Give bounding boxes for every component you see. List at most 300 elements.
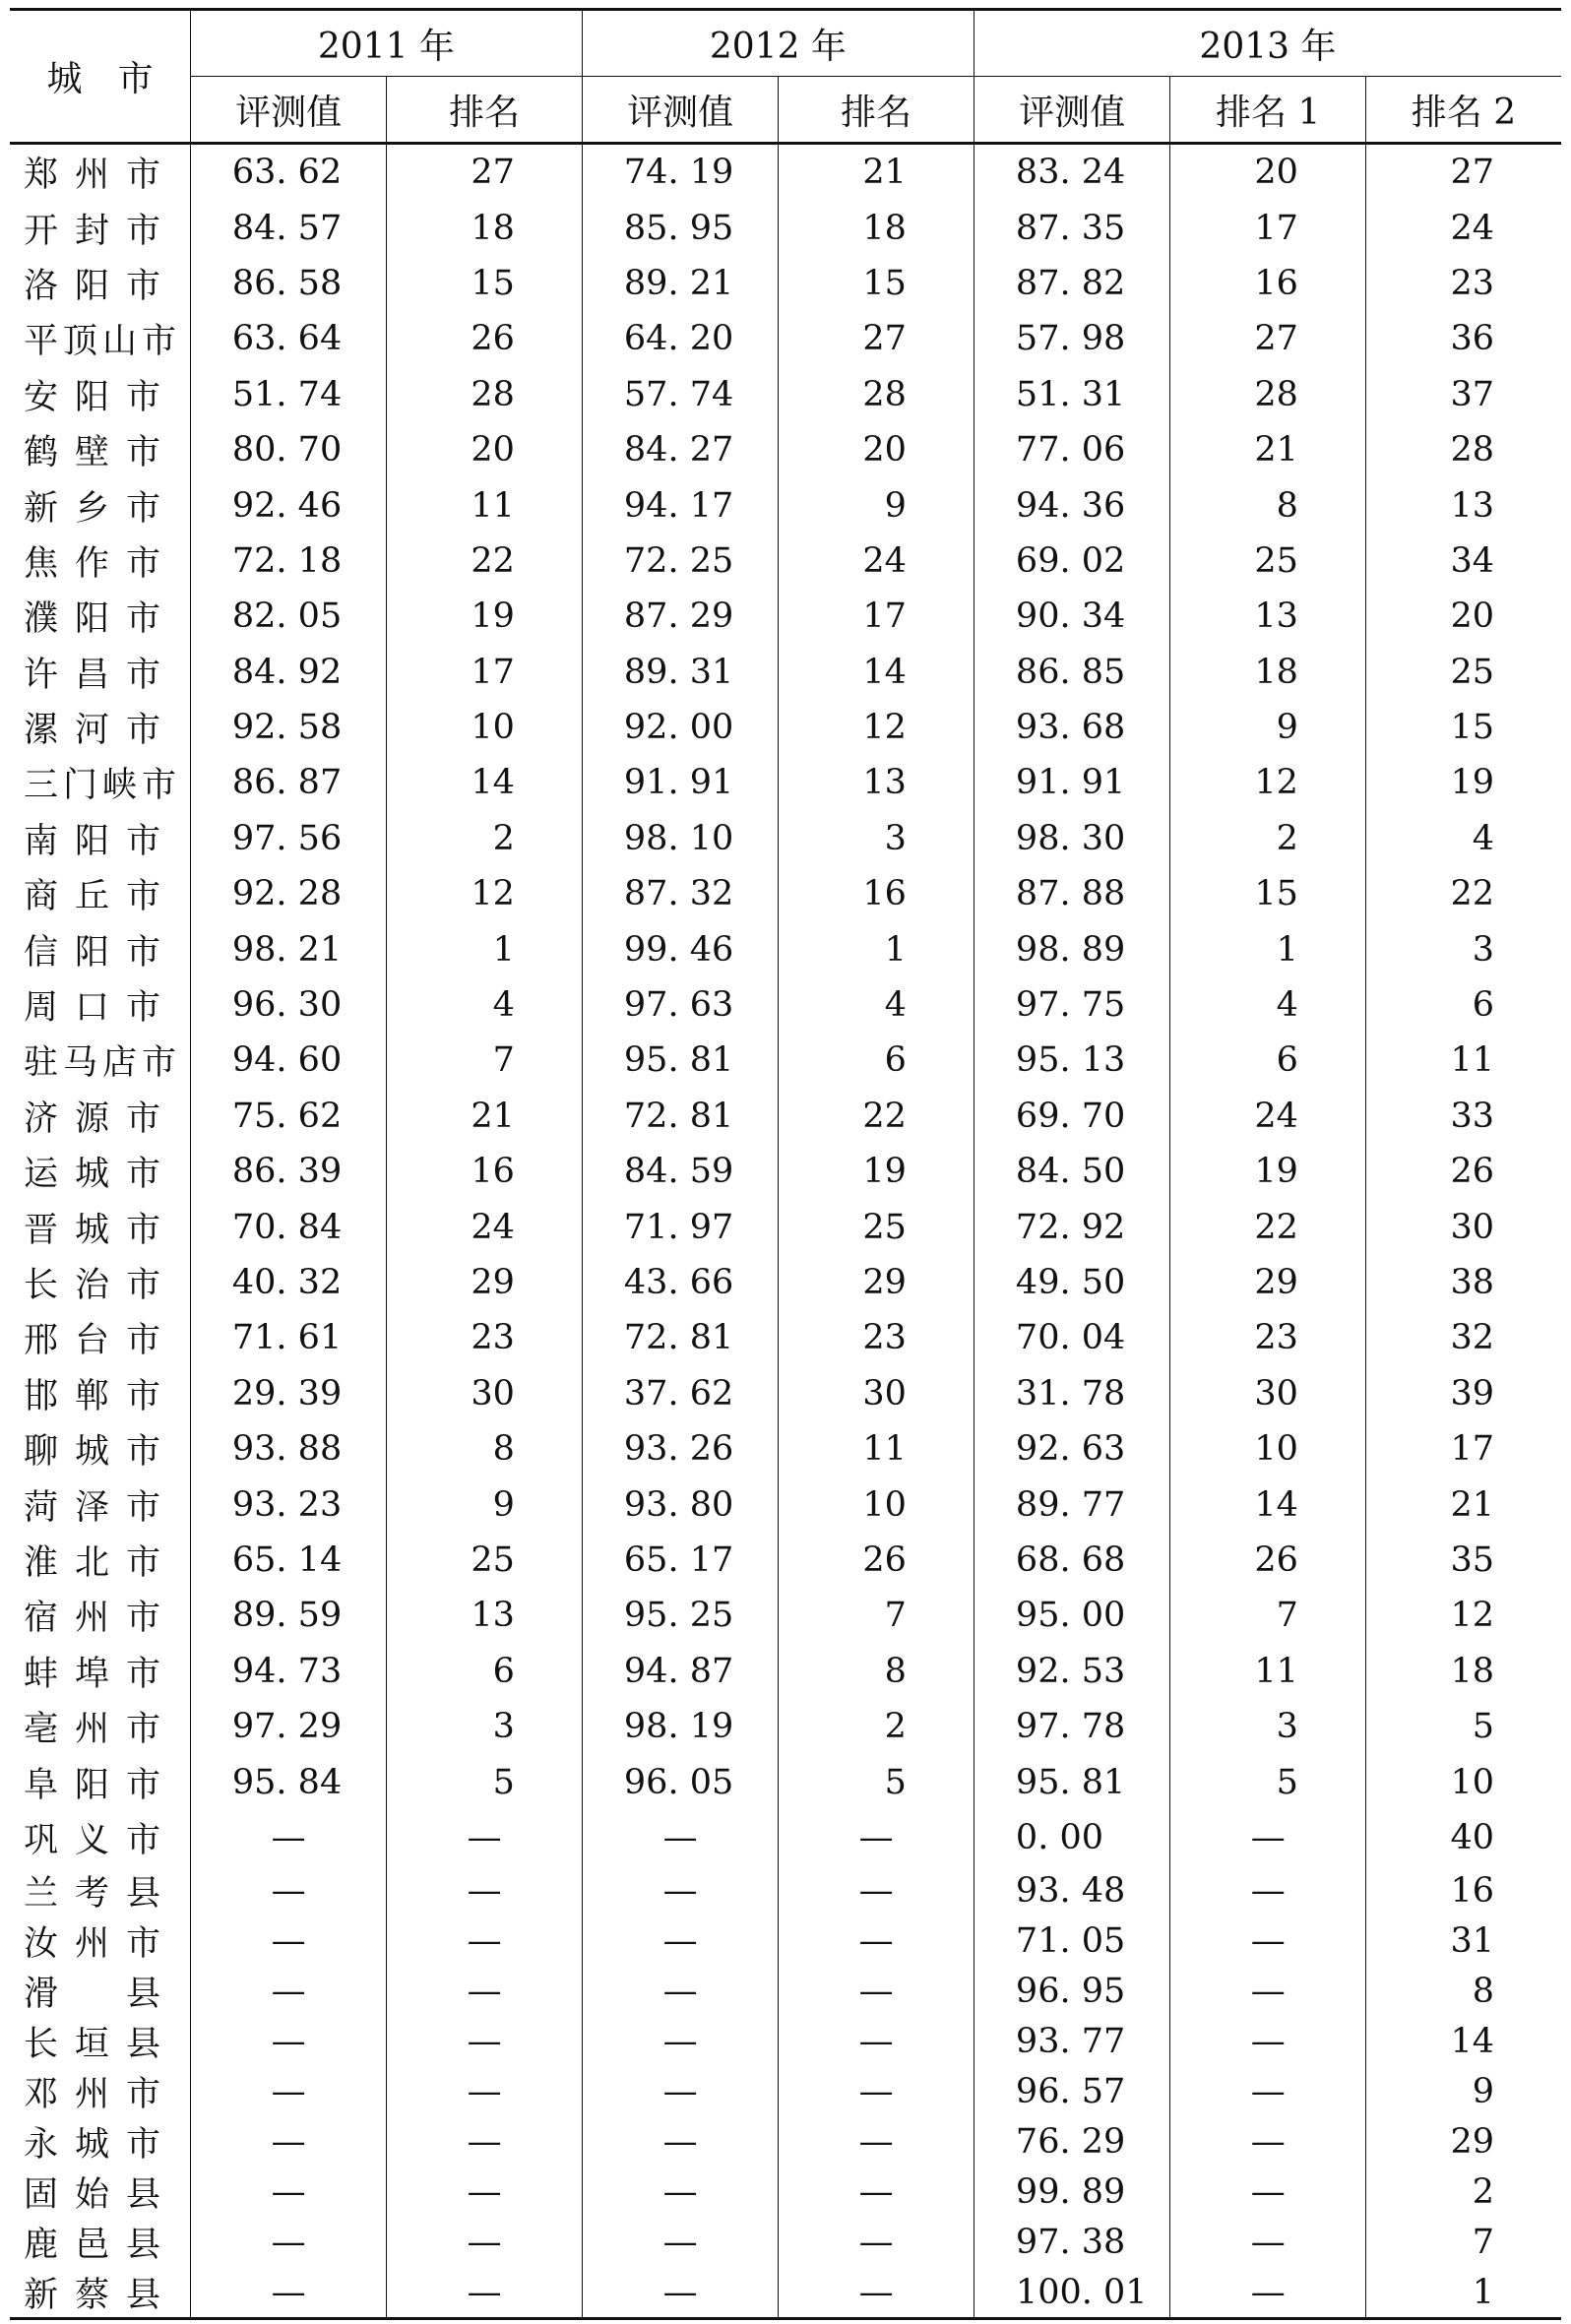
- city-name-char: 蚌: [24, 1654, 59, 1694]
- table-body: [10, 144, 1561, 2319]
- city-name-char: 淮: [24, 1542, 59, 1583]
- value-2013-cell: 69. 02: [974, 534, 1170, 589]
- rank-2011-cell: —: [387, 1865, 583, 1916]
- rank-2012-cell: 6: [779, 1033, 974, 1088]
- value-2012-cell: —: [582, 1865, 779, 1916]
- city-name-char: 菏: [24, 1487, 59, 1528]
- city-name-char: 始: [75, 2174, 110, 2215]
- city-name-char: 汝: [24, 1923, 59, 1964]
- value-2012-cell: 72. 81: [582, 1089, 779, 1144]
- rank-2011-cell: —: [387, 2167, 583, 2217]
- value-2011-cell: —: [190, 2116, 387, 2167]
- rank-2012-cell: 9: [779, 477, 974, 533]
- rank1-2013-cell: 25: [1170, 534, 1366, 589]
- rank-2011-cell: 18: [387, 200, 583, 255]
- rank2-2013-cell: 30: [1365, 1199, 1561, 1254]
- table-row: [10, 1966, 1561, 2016]
- value-2013-cell: 86. 85: [974, 645, 1170, 700]
- rank2-2013-cell: 35: [1365, 1533, 1561, 1588]
- value-2011-cell: 86. 39: [190, 1144, 387, 1199]
- value-2012-cell: 87. 32: [582, 866, 779, 921]
- city-name-char: 滑: [24, 1974, 59, 2014]
- rank1-2013-cell: 24: [1170, 1089, 1366, 1144]
- table-row: [10, 1754, 1561, 1809]
- header-2013-value: 评测值: [974, 77, 1170, 144]
- table-row: [10, 144, 1561, 201]
- rank-2012-cell: 14: [779, 645, 974, 700]
- rank-2012-cell: 25: [779, 1199, 974, 1254]
- rank2-2013-cell: 22: [1365, 866, 1561, 921]
- rank1-2013-cell: 23: [1170, 1310, 1366, 1365]
- rank1-2013-cell: 4: [1170, 977, 1366, 1033]
- value-2013-cell: 57. 98: [974, 311, 1170, 366]
- city-name-cell: [10, 2217, 190, 2267]
- table-row: [10, 1089, 1561, 1144]
- city-name-cell: [10, 1255, 190, 1310]
- table-row: [10, 977, 1561, 1033]
- value-2012-cell: 37. 62: [582, 1366, 779, 1421]
- city-name-char: 郸: [75, 1376, 110, 1416]
- value-2011-cell: —: [190, 1810, 387, 1865]
- city-name-cell: [10, 2066, 190, 2116]
- value-2012-cell: —: [582, 2267, 779, 2319]
- rank2-2013-cell: 19: [1365, 755, 1561, 810]
- value-2011-cell: —: [190, 1865, 387, 1916]
- value-2012-cell: 65. 17: [582, 1533, 779, 1588]
- city-name-char: 城: [75, 2124, 110, 2165]
- city-name-cell: [10, 2016, 190, 2066]
- table-row: [10, 1366, 1561, 1421]
- rank1-2013-cell: 14: [1170, 1476, 1366, 1532]
- table-row: [10, 2066, 1561, 2116]
- value-2013-cell: 99. 89: [974, 2167, 1170, 2217]
- rank-2012-cell: 18: [779, 200, 974, 255]
- city-name-char: 市: [126, 988, 161, 1029]
- city-name-char: 市: [126, 655, 161, 695]
- rank1-2013-cell: —: [1170, 2167, 1366, 2217]
- rank1-2013-cell: 9: [1170, 700, 1366, 755]
- value-2011-cell: 71. 61: [190, 1310, 387, 1365]
- city-name-char: 州: [75, 156, 110, 196]
- city-name-cell: [10, 921, 190, 976]
- table-row: [10, 200, 1561, 255]
- city-name-cell: [10, 256, 190, 311]
- city-name-char: 阳: [75, 932, 110, 973]
- rank2-2013-cell: 10: [1365, 1754, 1561, 1809]
- city-name-cell: [10, 200, 190, 255]
- city-name-cell: [10, 645, 190, 700]
- value-2013-cell: 100. 01: [974, 2267, 1170, 2319]
- rank2-2013-cell: 25: [1365, 645, 1561, 700]
- city-name-char: 市: [126, 711, 161, 751]
- rank-2011-cell: —: [387, 1810, 583, 1865]
- value-2013-cell: 68. 68: [974, 1533, 1170, 1588]
- city-name-char: 州: [75, 1923, 110, 1964]
- value-2011-cell: 40. 32: [190, 1255, 387, 1310]
- rank-2011-cell: 13: [387, 1588, 583, 1643]
- rank-2011-cell: 22: [387, 534, 583, 589]
- rank-2011-cell: 4: [387, 977, 583, 1033]
- rank-2011-cell: 29: [387, 1255, 583, 1310]
- rank2-2013-cell: 38: [1365, 1255, 1561, 1310]
- year-2012-header: 2012 年: [582, 10, 974, 77]
- value-2012-cell: 43. 66: [582, 1255, 779, 1310]
- value-2013-cell: 87. 82: [974, 256, 1170, 311]
- city-column-header: 城 市: [10, 10, 190, 144]
- rank2-2013-cell: 34: [1365, 534, 1561, 589]
- city-name-char: 马: [63, 1043, 98, 1084]
- city-name-char: 焦: [24, 543, 59, 584]
- value-2012-cell: —: [582, 2116, 779, 2167]
- city-name-cell: [10, 422, 190, 477]
- city-name-char: 聊: [24, 1432, 59, 1473]
- value-2013-cell: 77. 06: [974, 422, 1170, 477]
- rank1-2013-cell: 21: [1170, 422, 1366, 477]
- rank-2012-cell: 4: [779, 977, 974, 1033]
- rank1-2013-cell: —: [1170, 2267, 1366, 2319]
- rank-2012-cell: 1: [779, 921, 974, 976]
- city-name-char: 县: [126, 2225, 161, 2265]
- city-name-cell: [10, 311, 190, 366]
- rank-2012-cell: 17: [779, 589, 974, 644]
- city-name-char: 蔡: [75, 2275, 110, 2315]
- rank-2012-cell: —: [779, 2016, 974, 2066]
- value-2011-cell: 92. 28: [190, 866, 387, 921]
- value-2011-cell: 82. 05: [190, 589, 387, 644]
- value-2011-cell: 93. 88: [190, 1421, 387, 1476]
- city-name-char: 市: [126, 1542, 161, 1583]
- city-name-cell: [10, 977, 190, 1033]
- city-name-char: 治: [75, 1266, 110, 1305]
- value-2011-cell: 86. 87: [190, 755, 387, 810]
- rank1-2013-cell: 10: [1170, 1421, 1366, 1476]
- table-row: [10, 755, 1561, 810]
- city-name-cell: [10, 144, 190, 201]
- value-2013-cell: 95. 00: [974, 1588, 1170, 1643]
- rank-2012-cell: 8: [779, 1644, 974, 1699]
- rank2-2013-cell: 39: [1365, 1366, 1561, 1421]
- city-name-cell: [10, 1144, 190, 1199]
- value-2011-cell: —: [190, 2267, 387, 2319]
- value-2013-cell: 71. 05: [974, 1916, 1170, 1966]
- city-name-char: 市: [126, 932, 161, 973]
- rank-2011-cell: 27: [387, 144, 583, 201]
- value-2013-cell: 95. 13: [974, 1033, 1170, 1088]
- value-2013-cell: 84. 50: [974, 1144, 1170, 1199]
- rank1-2013-cell: —: [1170, 2016, 1366, 2066]
- rank-2012-cell: 5: [779, 1754, 974, 1809]
- city-name-char: 市: [126, 1654, 161, 1694]
- value-2013-cell: 89. 77: [974, 1476, 1170, 1532]
- value-2011-cell: 95. 84: [190, 1754, 387, 1809]
- city-name-cell: [10, 367, 190, 422]
- rank-2012-cell: 19: [779, 1144, 974, 1199]
- city-name-char: 泽: [75, 1487, 110, 1528]
- table-row: [10, 2167, 1561, 2217]
- city-name-cell: [10, 1916, 190, 1966]
- value-2012-cell: 95. 25: [582, 1588, 779, 1643]
- value-2012-cell: 94. 87: [582, 1644, 779, 1699]
- rank1-2013-cell: —: [1170, 1865, 1366, 1916]
- rank-2012-cell: 15: [779, 256, 974, 311]
- table-row: [10, 2116, 1561, 2167]
- value-2011-cell: 94. 73: [190, 1644, 387, 1699]
- city-name-cell: [10, 1699, 190, 1754]
- city-name-char: 市: [126, 1266, 161, 1305]
- city-name-char: 平: [24, 322, 59, 362]
- table-row: [10, 367, 1561, 422]
- city-name-char: 市: [142, 766, 177, 806]
- rank-2012-cell: 2: [779, 1699, 974, 1754]
- city-name-char: 乡: [75, 488, 110, 529]
- city-name-char: 市: [126, 1710, 161, 1750]
- table-row: [10, 1699, 1561, 1754]
- value-2012-cell: 95. 81: [582, 1033, 779, 1088]
- rank2-2013-cell: 28: [1365, 422, 1561, 477]
- table-row: [10, 1421, 1561, 1476]
- city-name-char: 濮: [24, 599, 59, 640]
- rank-2011-cell: 7: [387, 1033, 583, 1088]
- rank2-2013-cell: 29: [1365, 2116, 1561, 2167]
- value-2012-cell: 64. 20: [582, 311, 779, 366]
- city-name-char: 市: [126, 1923, 161, 1964]
- table-row: [10, 1255, 1561, 1310]
- value-2012-cell: 97. 63: [582, 977, 779, 1033]
- value-2011-cell: —: [190, 2217, 387, 2267]
- rank2-2013-cell: 16: [1365, 1865, 1561, 1916]
- value-2013-cell: 93. 48: [974, 1865, 1170, 1916]
- rank-2012-cell: —: [779, 2217, 974, 2267]
- rank-2011-cell: —: [387, 2116, 583, 2167]
- rank-2011-cell: 14: [387, 755, 583, 810]
- value-2013-cell: 51. 31: [974, 367, 1170, 422]
- value-2013-cell: 97. 75: [974, 977, 1170, 1033]
- rank-2011-cell: 23: [387, 1310, 583, 1365]
- city-name-char: 安: [24, 377, 59, 417]
- value-2012-cell: 85. 95: [582, 200, 779, 255]
- city-name-char: 三: [24, 766, 59, 806]
- city-name-char: 新: [24, 2275, 59, 2315]
- table-row: [10, 1810, 1561, 1865]
- value-2012-cell: 71. 97: [582, 1199, 779, 1254]
- city-name-char: 市: [126, 1155, 161, 1195]
- value-2013-cell: 96. 95: [974, 1966, 1170, 2016]
- value-2011-cell: 92. 46: [190, 477, 387, 533]
- value-2011-cell: 70. 84: [190, 1199, 387, 1254]
- table-row: [10, 2217, 1561, 2267]
- rank-2012-cell: —: [779, 1966, 974, 2016]
- city-name-cell: [10, 1966, 190, 2016]
- city-name-char: 市: [126, 1432, 161, 1473]
- city-name-cell: [10, 2267, 190, 2319]
- rank1-2013-cell: 7: [1170, 1588, 1366, 1643]
- city-name-char: 县: [126, 2275, 161, 2315]
- rank-2012-cell: —: [779, 2116, 974, 2167]
- value-2013-cell: 96. 57: [974, 2066, 1170, 2116]
- city-name-char: 阳: [75, 599, 110, 640]
- value-2011-cell: 72. 18: [190, 534, 387, 589]
- city-name-char: 台: [75, 1321, 110, 1361]
- rank2-2013-cell: 20: [1365, 589, 1561, 644]
- rank-2012-cell: 22: [779, 1089, 974, 1144]
- city-name-cell: [10, 1588, 190, 1643]
- value-2013-cell: 92. 53: [974, 1644, 1170, 1699]
- rank-2012-cell: —: [779, 1865, 974, 1916]
- city-name-cell: [10, 534, 190, 589]
- rank-2011-cell: —: [387, 2267, 583, 2319]
- rank-2011-cell: 10: [387, 700, 583, 755]
- header-2013-rank1: 排名 1: [1170, 77, 1366, 144]
- table-row: [10, 2016, 1561, 2066]
- city-name-char: 州: [75, 1599, 110, 1639]
- rank-2011-cell: 9: [387, 1476, 583, 1532]
- value-2011-cell: 63. 64: [190, 311, 387, 366]
- city-name-char: 市: [126, 821, 161, 861]
- city-name-char: 阳: [75, 821, 110, 861]
- city-name-cell: [10, 700, 190, 755]
- rank-2012-cell: 10: [779, 1476, 974, 1532]
- rank2-2013-cell: 40: [1365, 1810, 1561, 1865]
- rank2-2013-cell: 27: [1365, 144, 1561, 201]
- city-name-char: 县: [126, 1873, 161, 1914]
- city-name-char: 邑: [75, 2225, 110, 2265]
- rank-2011-cell: 3: [387, 1699, 583, 1754]
- value-2011-cell: —: [190, 2066, 387, 2116]
- value-2012-cell: —: [582, 1916, 779, 1966]
- city-name-char: 市: [126, 1321, 161, 1361]
- city-name-cell: [10, 1089, 190, 1144]
- year-2013-header: 2013 年: [974, 10, 1561, 77]
- rank-2011-cell: 30: [387, 1366, 583, 1421]
- value-2013-cell: 98. 89: [974, 921, 1170, 976]
- rank2-2013-cell: 4: [1365, 811, 1561, 866]
- value-2011-cell: —: [190, 1966, 387, 2016]
- value-2011-cell: 96. 30: [190, 977, 387, 1033]
- rank-2012-cell: —: [779, 1916, 974, 1966]
- city-name-cell: [10, 1033, 190, 1088]
- rank-2011-cell: 19: [387, 589, 583, 644]
- value-2011-cell: 84. 92: [190, 645, 387, 700]
- city-name-cell: [10, 477, 190, 533]
- value-2012-cell: 98. 10: [582, 811, 779, 866]
- city-name-char: 城: [75, 1432, 110, 1473]
- rank-2011-cell: —: [387, 1966, 583, 2016]
- table-header: [10, 10, 1561, 144]
- city-name-cell: [10, 1810, 190, 1865]
- city-name-char: 市: [126, 2124, 161, 2165]
- value-2013-cell: 90. 34: [974, 589, 1170, 644]
- value-2013-cell: 97. 38: [974, 2217, 1170, 2267]
- table-container: [10, 8, 1561, 2320]
- rank-2012-cell: —: [779, 1810, 974, 1865]
- rank2-2013-cell: 18: [1365, 1644, 1561, 1699]
- value-2012-cell: 87. 29: [582, 589, 779, 644]
- city-name-cell: [10, 1476, 190, 1532]
- rank-2011-cell: —: [387, 2066, 583, 2116]
- rank-2011-cell: 1: [387, 921, 583, 976]
- city-name-char: 亳: [24, 1710, 59, 1750]
- city-name-char: 市: [126, 1210, 161, 1250]
- table-row: [10, 921, 1561, 976]
- city-name-char: 周: [24, 988, 59, 1029]
- rank-2011-cell: 28: [387, 367, 583, 422]
- rank-2011-cell: —: [387, 1916, 583, 1966]
- city-name-char: 兰: [24, 1873, 59, 1914]
- rank-2011-cell: 11: [387, 477, 583, 533]
- value-2013-cell: 94. 36: [974, 477, 1170, 533]
- rank2-2013-cell: 5: [1365, 1699, 1561, 1754]
- city-name-char: 阜: [24, 1765, 59, 1805]
- rank1-2013-cell: 20: [1170, 144, 1366, 201]
- rank2-2013-cell: 9: [1365, 2066, 1561, 2116]
- value-2011-cell: —: [190, 1916, 387, 1966]
- city-name-char: 市: [126, 2074, 161, 2114]
- table-row: [10, 256, 1561, 311]
- city-name-char: 河: [75, 711, 110, 751]
- value-2013-cell: 97. 78: [974, 1699, 1170, 1754]
- city-name-cell: [10, 589, 190, 644]
- rank-2012-cell: 23: [779, 1310, 974, 1365]
- city-name-char: 市: [126, 433, 161, 473]
- rank1-2013-cell: 3: [1170, 1699, 1366, 1754]
- city-name-char: 壁: [75, 433, 110, 473]
- value-2013-cell: 93. 77: [974, 2016, 1170, 2066]
- rank1-2013-cell: 30: [1170, 1366, 1366, 1421]
- rank1-2013-cell: 5: [1170, 1754, 1366, 1809]
- rank-2012-cell: 21: [779, 144, 974, 201]
- rank1-2013-cell: 16: [1170, 256, 1366, 311]
- rank-2012-cell: 12: [779, 700, 974, 755]
- city-name-cell: [10, 1421, 190, 1476]
- city-name-char: 市: [126, 211, 161, 251]
- value-2012-cell: —: [582, 2167, 779, 2217]
- value-2012-cell: 84. 59: [582, 1144, 779, 1199]
- rank1-2013-cell: —: [1170, 1916, 1366, 1966]
- rank-2012-cell: —: [779, 2066, 974, 2116]
- rank-2011-cell: —: [387, 2016, 583, 2066]
- table-row: [10, 2267, 1561, 2319]
- value-2012-cell: —: [582, 2016, 779, 2066]
- city-name-char: 运: [24, 1155, 59, 1195]
- city-name-char: 阳: [75, 377, 110, 417]
- rank1-2013-cell: —: [1170, 1810, 1366, 1865]
- value-2012-cell: 89. 31: [582, 645, 779, 700]
- city-name-char: 商: [24, 877, 59, 917]
- rank-2011-cell: 6: [387, 1644, 583, 1699]
- city-name-char: 山: [102, 322, 138, 362]
- city-name-char: 洛: [24, 266, 59, 306]
- rank1-2013-cell: —: [1170, 2217, 1366, 2267]
- value-2013-cell: 49. 50: [974, 1255, 1170, 1310]
- table-row: [10, 589, 1561, 644]
- rank-2011-cell: 25: [387, 1533, 583, 1588]
- city-name-cell: [10, 1644, 190, 1699]
- rank2-2013-cell: 33: [1365, 1089, 1561, 1144]
- rank1-2013-cell: 27: [1170, 311, 1366, 366]
- city-name-char: 长: [24, 1266, 59, 1305]
- rank2-2013-cell: 32: [1365, 1310, 1561, 1365]
- value-2012-cell: 84. 27: [582, 422, 779, 477]
- table-row: [10, 1916, 1561, 1966]
- rank1-2013-cell: —: [1170, 2116, 1366, 2167]
- table-row: [10, 1533, 1561, 1588]
- rank-2012-cell: 27: [779, 311, 974, 366]
- rank2-2013-cell: 31: [1365, 1916, 1561, 1966]
- rank2-2013-cell: 3: [1365, 921, 1561, 976]
- rank-2011-cell: —: [387, 2217, 583, 2267]
- table-row: [10, 700, 1561, 755]
- rank2-2013-cell: 11: [1365, 1033, 1561, 1088]
